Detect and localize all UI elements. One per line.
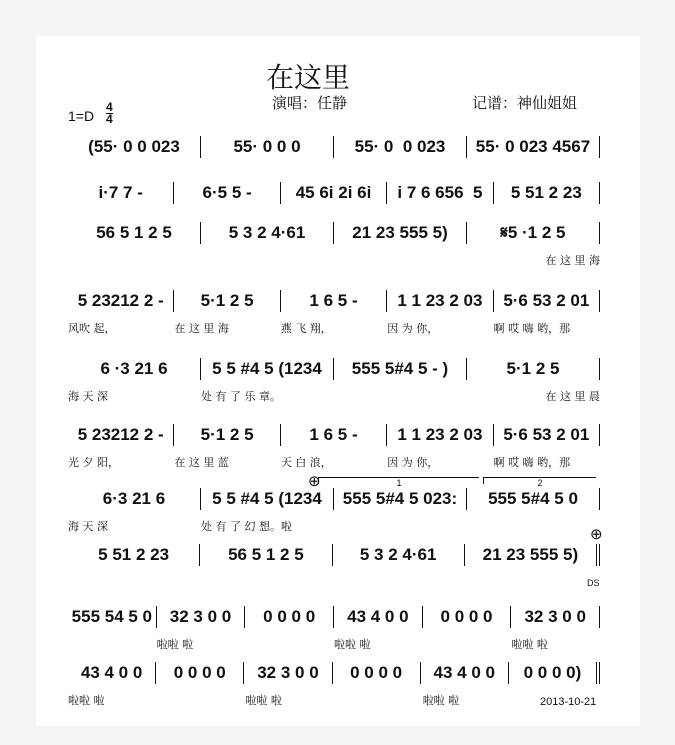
measure: 0 0 0 0 — [156, 662, 244, 684]
lyric-segment: 处 有 了 乐 章。 — [201, 390, 281, 403]
measure: 21 23 555 5) — [334, 222, 467, 244]
measure: 5·1 2 5 — [467, 358, 600, 380]
measure: 555 54 5 0 — [68, 606, 157, 628]
measure: 5 5 #4 5 (1234 — [201, 488, 334, 510]
lyric-segment: 因 为 你， — [387, 322, 439, 335]
lyric-segment: 在 这 里 晨 — [545, 390, 600, 403]
lyric-segment — [467, 518, 600, 534]
measure: 555 5#4 5 023: — [334, 488, 467, 510]
measure: 0 0 0 0 — [423, 606, 512, 628]
lyric-segment: 因 为 你， — [387, 456, 439, 469]
lyric-segment: 燕 飞 翔， — [280, 322, 332, 335]
lyrics-row — [68, 388, 600, 404]
lyric-segment — [334, 252, 467, 268]
measure: 5 51 2 23 — [68, 544, 200, 566]
lyric-segment: 啦啦 啦 — [245, 694, 282, 707]
lyric-segment — [334, 692, 423, 708]
measure: 32 3 0 0 — [511, 606, 600, 628]
lyric-segment: 海 天 深 — [68, 390, 108, 403]
singer-credit: 演唱：任静 — [272, 94, 348, 112]
song-title: 在这里 — [266, 61, 351, 94]
measure: 6 ·3 21 6 — [68, 358, 201, 380]
measure: 5·6 53 2 01 — [494, 290, 600, 312]
measure: 56 5 1 2 5 — [200, 544, 332, 566]
measure: 0 0 0 0) — [509, 662, 600, 684]
lyric-segment: 在 这 里 蓝 — [174, 456, 229, 469]
lyrics-row — [68, 692, 600, 708]
measure: 56 5 1 2 5 — [68, 222, 201, 244]
notation-row — [68, 544, 600, 566]
measure: 55· 0 0 0 — [201, 136, 334, 158]
lyric-segment — [245, 636, 334, 652]
measure: 0 0 0 0 — [333, 662, 421, 684]
measure: 5 51 2 23 — [494, 182, 600, 204]
lyric-segment — [68, 252, 201, 268]
lyric-segment: 啊 哎 嗨 哟，那 — [493, 456, 571, 469]
time-signature: $\frac{4}{4}$ — [106, 100, 113, 126]
lyrics-row — [68, 454, 600, 470]
volta-2: 2 — [483, 477, 596, 484]
notation-row — [68, 222, 600, 244]
measure: 1 1 23 2 03 — [387, 424, 493, 446]
lyrics-row — [68, 252, 600, 268]
lyric-segment — [157, 692, 246, 708]
measure: 1 1 23 2 03 — [387, 290, 493, 312]
lyric-segment: 海 天 深 — [68, 520, 108, 533]
lyric-segment — [334, 518, 467, 534]
measure: 6·5 5 - — [174, 182, 280, 204]
key-signature: 1=D — [68, 108, 95, 124]
ds-mark: DS — [587, 578, 600, 588]
measure: 43 4 0 0 — [421, 662, 509, 684]
measure: 1 6 5 - — [281, 424, 387, 446]
measure: i·7 7 - — [68, 182, 174, 204]
lyric-segment: 啦啦 啦 — [334, 638, 371, 651]
lyric-segment: 处 有 了 幻 想。啦 — [201, 520, 292, 533]
lyric-segment — [423, 636, 512, 652]
coda-icon: ⊕ — [590, 526, 603, 543]
lyrics-row — [68, 518, 600, 534]
measure: (55· 0 0 023 — [68, 136, 201, 158]
lyric-segment — [68, 636, 157, 652]
measure: 555 5#4 5 - ) — [334, 358, 467, 380]
notation-row — [68, 136, 600, 158]
lyric-segment: 啦啦 啦 — [68, 694, 105, 707]
measure: 0 0 0 0 — [245, 606, 334, 628]
notation-row — [68, 358, 600, 380]
lyric-segment: 啦啦 啦 — [156, 638, 194, 651]
lyric-segment: 风吹 起， — [68, 322, 116, 335]
measure: 5 23212 2 - — [68, 424, 174, 446]
measure: 43 4 0 0 — [68, 662, 156, 684]
notator-credit: 记谱：神仙姐姐 — [472, 94, 578, 112]
measure: 5·1 2 5 — [174, 424, 280, 446]
measure: 6·3 21 6 — [68, 488, 201, 510]
measure: 55· 0 0 023 — [334, 136, 467, 158]
lyric-segment — [334, 388, 467, 404]
lyric-segment: 啦啦 啦 — [511, 638, 548, 651]
notation-row — [68, 662, 600, 684]
measure: 5·6 53 2 01 — [494, 424, 600, 446]
measure: 𝄋5 ·1 2 5 — [467, 222, 600, 244]
measure: 43 4 0 0 — [334, 606, 423, 628]
notation-row — [68, 488, 600, 510]
lyric-segment: 天 白 浪， — [280, 456, 332, 469]
measure: 21 23 555 5) — [465, 544, 600, 566]
measure: 1 6 5 - — [281, 290, 387, 312]
notation-row — [68, 290, 600, 312]
lyric-segment: 啦啦 啦 — [422, 694, 460, 707]
measure: 5 5 #4 5 (1234 — [201, 358, 334, 380]
measure: 45 6i 2i 6i — [281, 182, 387, 204]
volta-1: 1 — [318, 477, 479, 484]
measure: 5 3 2 4·61 — [201, 222, 334, 244]
notation-row — [68, 182, 600, 204]
measure: 5·1 2 5 — [174, 290, 280, 312]
notation-row — [68, 424, 600, 446]
lyric-segment — [201, 252, 334, 268]
lyrics-row — [68, 636, 600, 652]
measure: 555 5#4 5 0 — [467, 488, 600, 510]
notation-row — [68, 606, 600, 628]
lyric-segment: 在 这 里 海 — [174, 322, 229, 335]
lyrics-row — [68, 320, 600, 336]
measure: 5 23212 2 - — [68, 290, 174, 312]
lyric-segment: 在 这 里 海 — [545, 254, 600, 267]
coda-icon: ⊕ — [308, 473, 321, 490]
date: 2013-10-21 — [540, 696, 597, 708]
measure: 55· 0 023 4567 — [467, 136, 600, 158]
measure: 32 3 0 0 — [157, 606, 246, 628]
measure: i 7 6 656 5 — [387, 182, 493, 204]
lyric-segment: 光 夕 阳， — [68, 456, 119, 469]
lyric-segment: 啊 哎 嗨 哟，那 — [493, 322, 571, 335]
measure: 32 3 0 0 — [244, 662, 332, 684]
measure: 5 3 2 4·61 — [333, 544, 465, 566]
